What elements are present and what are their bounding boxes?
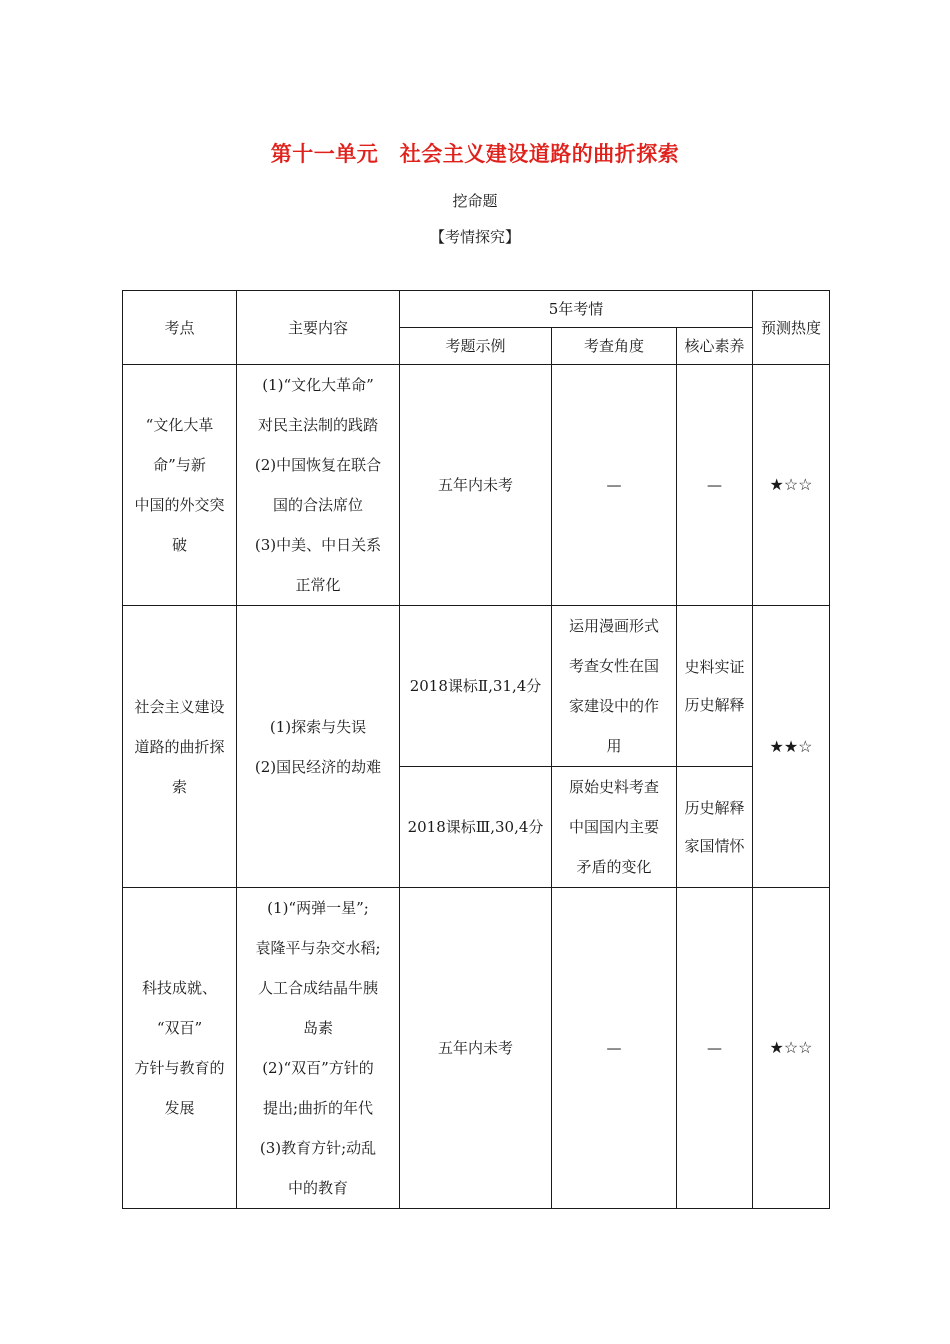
content-line: (1)“文化大革命” <box>262 376 374 394</box>
content-line: (2)中国恢复在联合 <box>254 456 382 474</box>
angle-line: 矛盾的变化 <box>576 858 652 876</box>
literacy-cell <box>677 606 753 767</box>
angle-line: 运用漫画形式 <box>568 617 659 635</box>
content-line: (3)中美、中日关系 <box>254 536 382 554</box>
angle-line: 考查女性在国 <box>568 657 659 675</box>
literacy-line: 历史解释 <box>684 696 745 714</box>
kaodian-line: “双百” <box>156 1019 203 1037</box>
content-line: 岛素 <box>302 1019 333 1037</box>
angle-cell <box>552 767 677 888</box>
kaodian-line: 道路的曲折探 <box>134 737 225 756</box>
content-cell <box>237 365 400 606</box>
content-line: 提出;曲折的年代 <box>262 1099 374 1117</box>
kaodian-line: 破 <box>171 536 187 554</box>
angle-line: 原始史料考查 <box>568 778 659 796</box>
table-header-row <box>123 291 830 328</box>
literacy-cell: — <box>677 365 753 606</box>
content-line: 国的合法席位 <box>272 496 363 514</box>
angle-cell <box>552 606 677 767</box>
kaodian-line: 方针与教育的 <box>134 1059 225 1077</box>
page-subtitle: 挖命题 <box>452 192 498 210</box>
kaodian-cell <box>123 606 237 888</box>
angle-cell: — <box>552 888 677 1209</box>
kaodian-line: 索 <box>171 777 187 796</box>
table-row <box>123 606 830 767</box>
literacy-cell: — <box>677 888 753 1209</box>
angle-line: 用 <box>606 737 622 755</box>
header-five-year: 5年考情 <box>400 291 753 328</box>
section-heading: 【考情探究】 <box>429 228 520 246</box>
content-line: (2)国民经济的劫难 <box>254 757 382 776</box>
kaodian-line: 社会主义建设 <box>134 697 225 716</box>
example-cell: 2018课标Ⅲ,30,4分 <box>400 767 552 888</box>
angle-line: 中国国内主要 <box>568 818 659 836</box>
heat-rating: ★★☆ <box>753 606 830 888</box>
example-cell: 2018课标Ⅱ,31,4分 <box>400 606 552 767</box>
literacy-cell <box>677 767 753 888</box>
header-literacy: 核心素养 <box>677 328 753 365</box>
header-example: 考题示例 <box>400 328 552 365</box>
exam-analysis-table <box>122 290 830 1209</box>
header-angle: 考查角度 <box>552 328 677 365</box>
content-line: (2)“双百”方针的 <box>262 1059 374 1077</box>
header-heat: 预测热度 <box>753 291 830 365</box>
kaodian-line: “文化大革 <box>145 416 214 434</box>
literacy-line: 史料实证 <box>684 658 745 676</box>
content-line: 正常化 <box>295 576 341 594</box>
kaodian-line: 科技成就、 <box>141 979 217 997</box>
content-line: 人工合成结晶牛胰 <box>257 979 378 997</box>
page-title: 第十一单元 社会主义建设道路的曲折探索 <box>270 142 680 166</box>
heat-rating: ★☆☆ <box>753 365 830 606</box>
header-content: 主要内容 <box>237 291 400 365</box>
table-row <box>123 888 830 1209</box>
angle-cell: — <box>552 365 677 606</box>
angle-line: 家建设中的作 <box>568 697 659 715</box>
kaodian-cell <box>123 365 237 606</box>
content-line: (3)教育方针;动乱 <box>259 1139 377 1157</box>
content-cell <box>237 606 400 888</box>
example-cell: 五年内未考 <box>400 365 552 606</box>
kaodian-line: 命”与新 <box>153 456 206 474</box>
kaodian-line: 中国的外交突 <box>134 496 225 514</box>
content-line: 对民主法制的践踏 <box>257 416 378 434</box>
kaodian-cell <box>123 888 237 1209</box>
content-line: 中的教育 <box>287 1179 348 1197</box>
content-line: 袁隆平与杂交水稻; <box>255 939 381 957</box>
table-row <box>123 365 830 606</box>
example-cell: 五年内未考 <box>400 888 552 1209</box>
content-line: (1)探索与失误 <box>269 717 367 736</box>
content-cell <box>237 888 400 1209</box>
header-kaodian: 考点 <box>123 291 237 365</box>
content-line: (1)“两弹一星”; <box>267 899 369 917</box>
literacy-line: 历史解释 <box>684 799 745 817</box>
heat-rating: ★☆☆ <box>753 888 830 1209</box>
kaodian-line: 发展 <box>164 1099 195 1117</box>
literacy-line: 家国情怀 <box>684 837 745 855</box>
